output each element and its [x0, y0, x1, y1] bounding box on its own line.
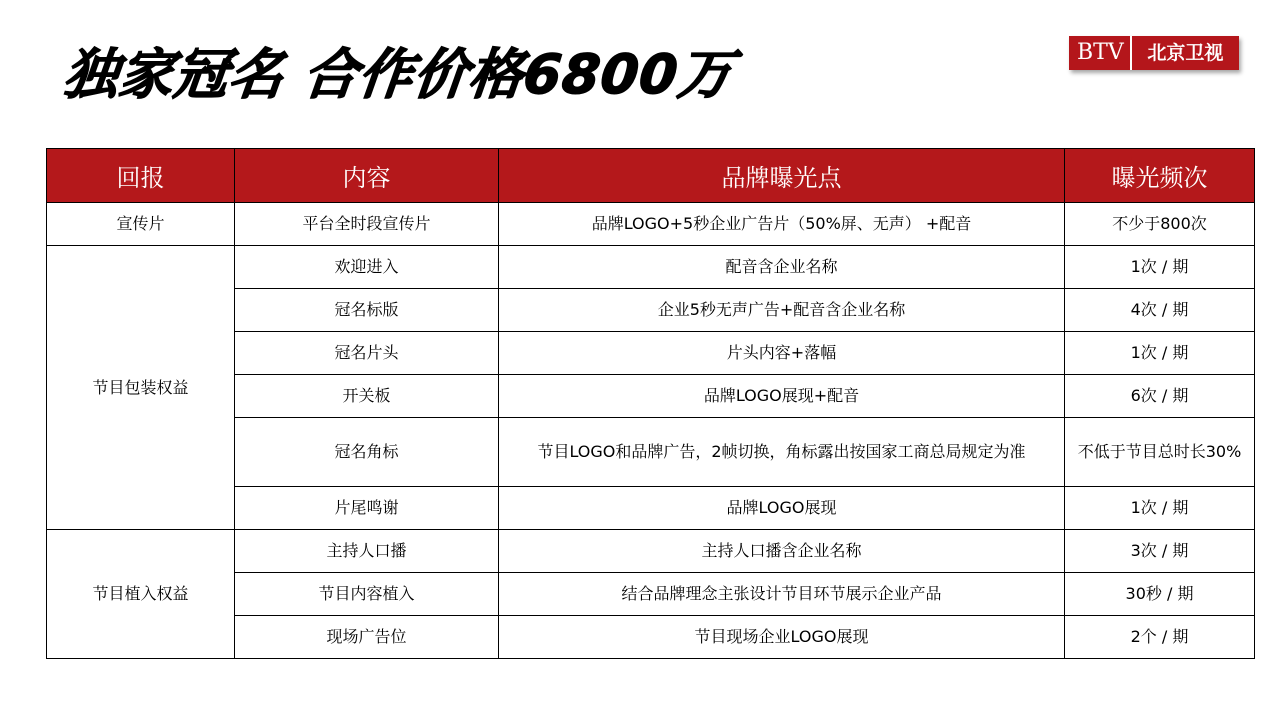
row-exposure: 配音含企业名称 [499, 246, 1065, 289]
row-content: 节目内容植入 [235, 573, 499, 616]
btv-logo [1069, 36, 1239, 70]
group-label: 节目包装权益 [47, 246, 235, 530]
row-content: 冠名片头 [235, 332, 499, 375]
page-title: 独家冠名 合作价格6800万 [60, 43, 737, 106]
row-exposure: 节目LOGO和品牌广告，2帧切换，角标露出按国家工商总局规定为准 [499, 418, 1065, 487]
header-return: 回报 [47, 149, 235, 203]
row-exposure: 企业5秒无声广告+配音含企业名称 [499, 289, 1065, 332]
row-frequency: 30秒 / 期 [1065, 573, 1255, 616]
row-content: 冠名角标 [235, 418, 499, 487]
row-content: 平台全时段宣传片 [235, 203, 499, 246]
group-label: 节目植入权益 [47, 530, 235, 659]
row-exposure: 节目现场企业LOGO展现 [499, 616, 1065, 659]
table-row [47, 530, 1255, 573]
row-content: 欢迎进入 [235, 246, 499, 289]
row-content: 冠名标版 [235, 289, 499, 332]
row-frequency: 4次 / 期 [1065, 289, 1255, 332]
header-frequency: 曝光频次 [1065, 149, 1255, 203]
row-content: 开关板 [235, 375, 499, 418]
row-exposure: 品牌LOGO展现 [499, 487, 1065, 530]
header-content: 内容 [235, 149, 499, 203]
row-content: 主持人口播 [235, 530, 499, 573]
row-frequency: 6次 / 期 [1065, 375, 1255, 418]
table-row [47, 246, 1255, 289]
header-exposure-point: 品牌曝光点 [499, 149, 1065, 203]
row-exposure: 片头内容+落幅 [499, 332, 1065, 375]
logo-btv-text: BTV [1069, 36, 1130, 70]
row-exposure: 品牌LOGO展现+配音 [499, 375, 1065, 418]
row-frequency: 不少于800次 [1065, 203, 1255, 246]
row-frequency: 3次 / 期 [1065, 530, 1255, 573]
row-exposure: 品牌LOGO+5秒企业广告片（50%屏、无声） +配音 [499, 203, 1065, 246]
rights-table [46, 148, 1255, 659]
table-header-row [47, 149, 1255, 203]
row-exposure: 结合品牌理念主张设计节目环节展示企业产品 [499, 573, 1065, 616]
group-label: 宣传片 [47, 203, 235, 246]
row-frequency: 不低于节目总时长30% [1065, 418, 1255, 487]
row-frequency: 1次 / 期 [1065, 246, 1255, 289]
row-frequency: 1次 / 期 [1065, 332, 1255, 375]
table-row [47, 203, 1255, 246]
row-frequency: 2个 / 期 [1065, 616, 1255, 659]
row-frequency: 1次 / 期 [1065, 487, 1255, 530]
row-content: 现场广告位 [235, 616, 499, 659]
logo-channel-name: 北京卫视 [1132, 36, 1239, 70]
row-content: 片尾鸣谢 [235, 487, 499, 530]
row-exposure: 主持人口播含企业名称 [499, 530, 1065, 573]
